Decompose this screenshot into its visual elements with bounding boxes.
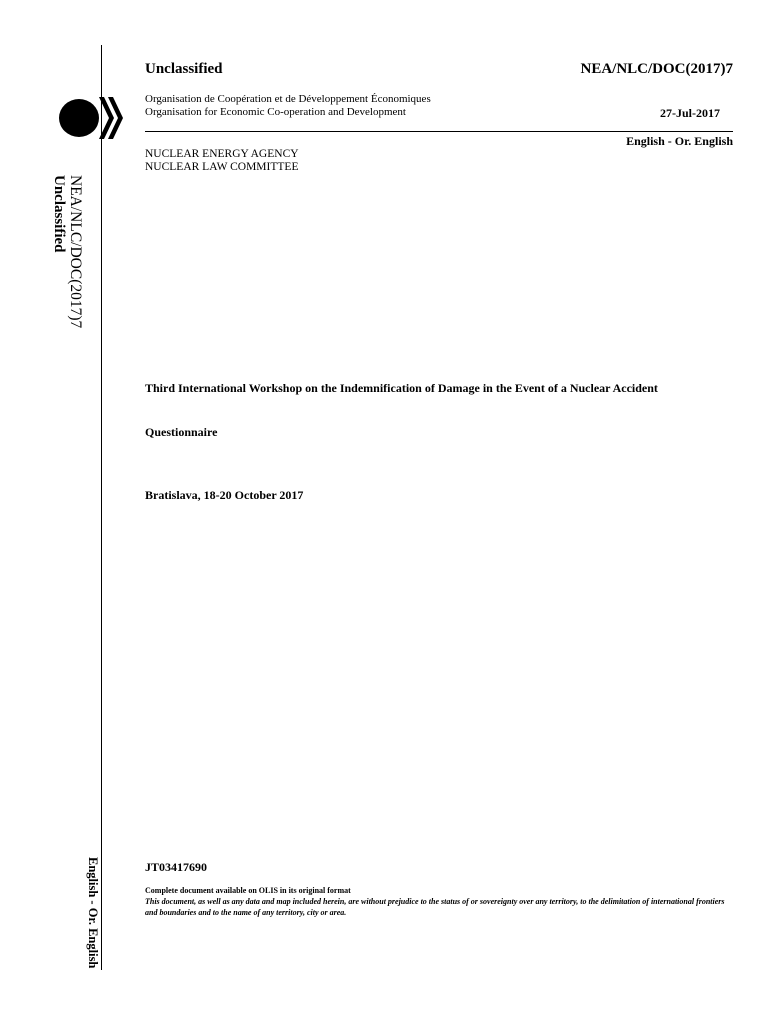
document-title: Third International Workshop on the Indemnification of Damage in the Event of a Nuclear Accident — [145, 381, 658, 395]
doc-date: 27-Jul-2017 — [660, 106, 720, 120]
side-classification: Unclassified — [51, 175, 67, 253]
agency-name: NUCLEAR ENERGY AGENCY — [145, 148, 299, 160]
margin-rule — [101, 45, 102, 970]
oecd-logo-icon — [52, 90, 132, 146]
event-venue-date: Bratislava, 18-20 October 2017 — [145, 488, 304, 502]
olis-note: Complete document available on OLIS in its original format — [145, 886, 351, 895]
doc-language: English - Or. English — [626, 134, 733, 148]
org-name-en: Organisation for Economic Co-operation and Development — [145, 106, 406, 118]
classification-label: Unclassified — [145, 61, 223, 77]
agency-block — [145, 148, 299, 174]
committee-name: NUCLEAR LAW COMMITTEE — [145, 161, 299, 173]
doc-reference: NEA/NLC/DOC(2017)7 — [580, 61, 733, 77]
header-divider — [145, 131, 733, 132]
disclaimer-text: This document, as well as any data and map included herein, are without prejudice to the status of or sovereignty over any territory, to the delimitation of international frontiers and boundaries and to the name of any territory, city or area. — [145, 897, 725, 917]
document-subtitle: Questionnaire — [145, 425, 218, 439]
jt-number: JT03417690 — [145, 860, 208, 874]
side-doc-ref: NEA/NLC/DOC(2017)7 — [67, 175, 84, 329]
side-language: English - Or. English — [86, 857, 100, 969]
org-name-fr: Organisation de Coopération et de Développement Économiques — [145, 93, 431, 105]
